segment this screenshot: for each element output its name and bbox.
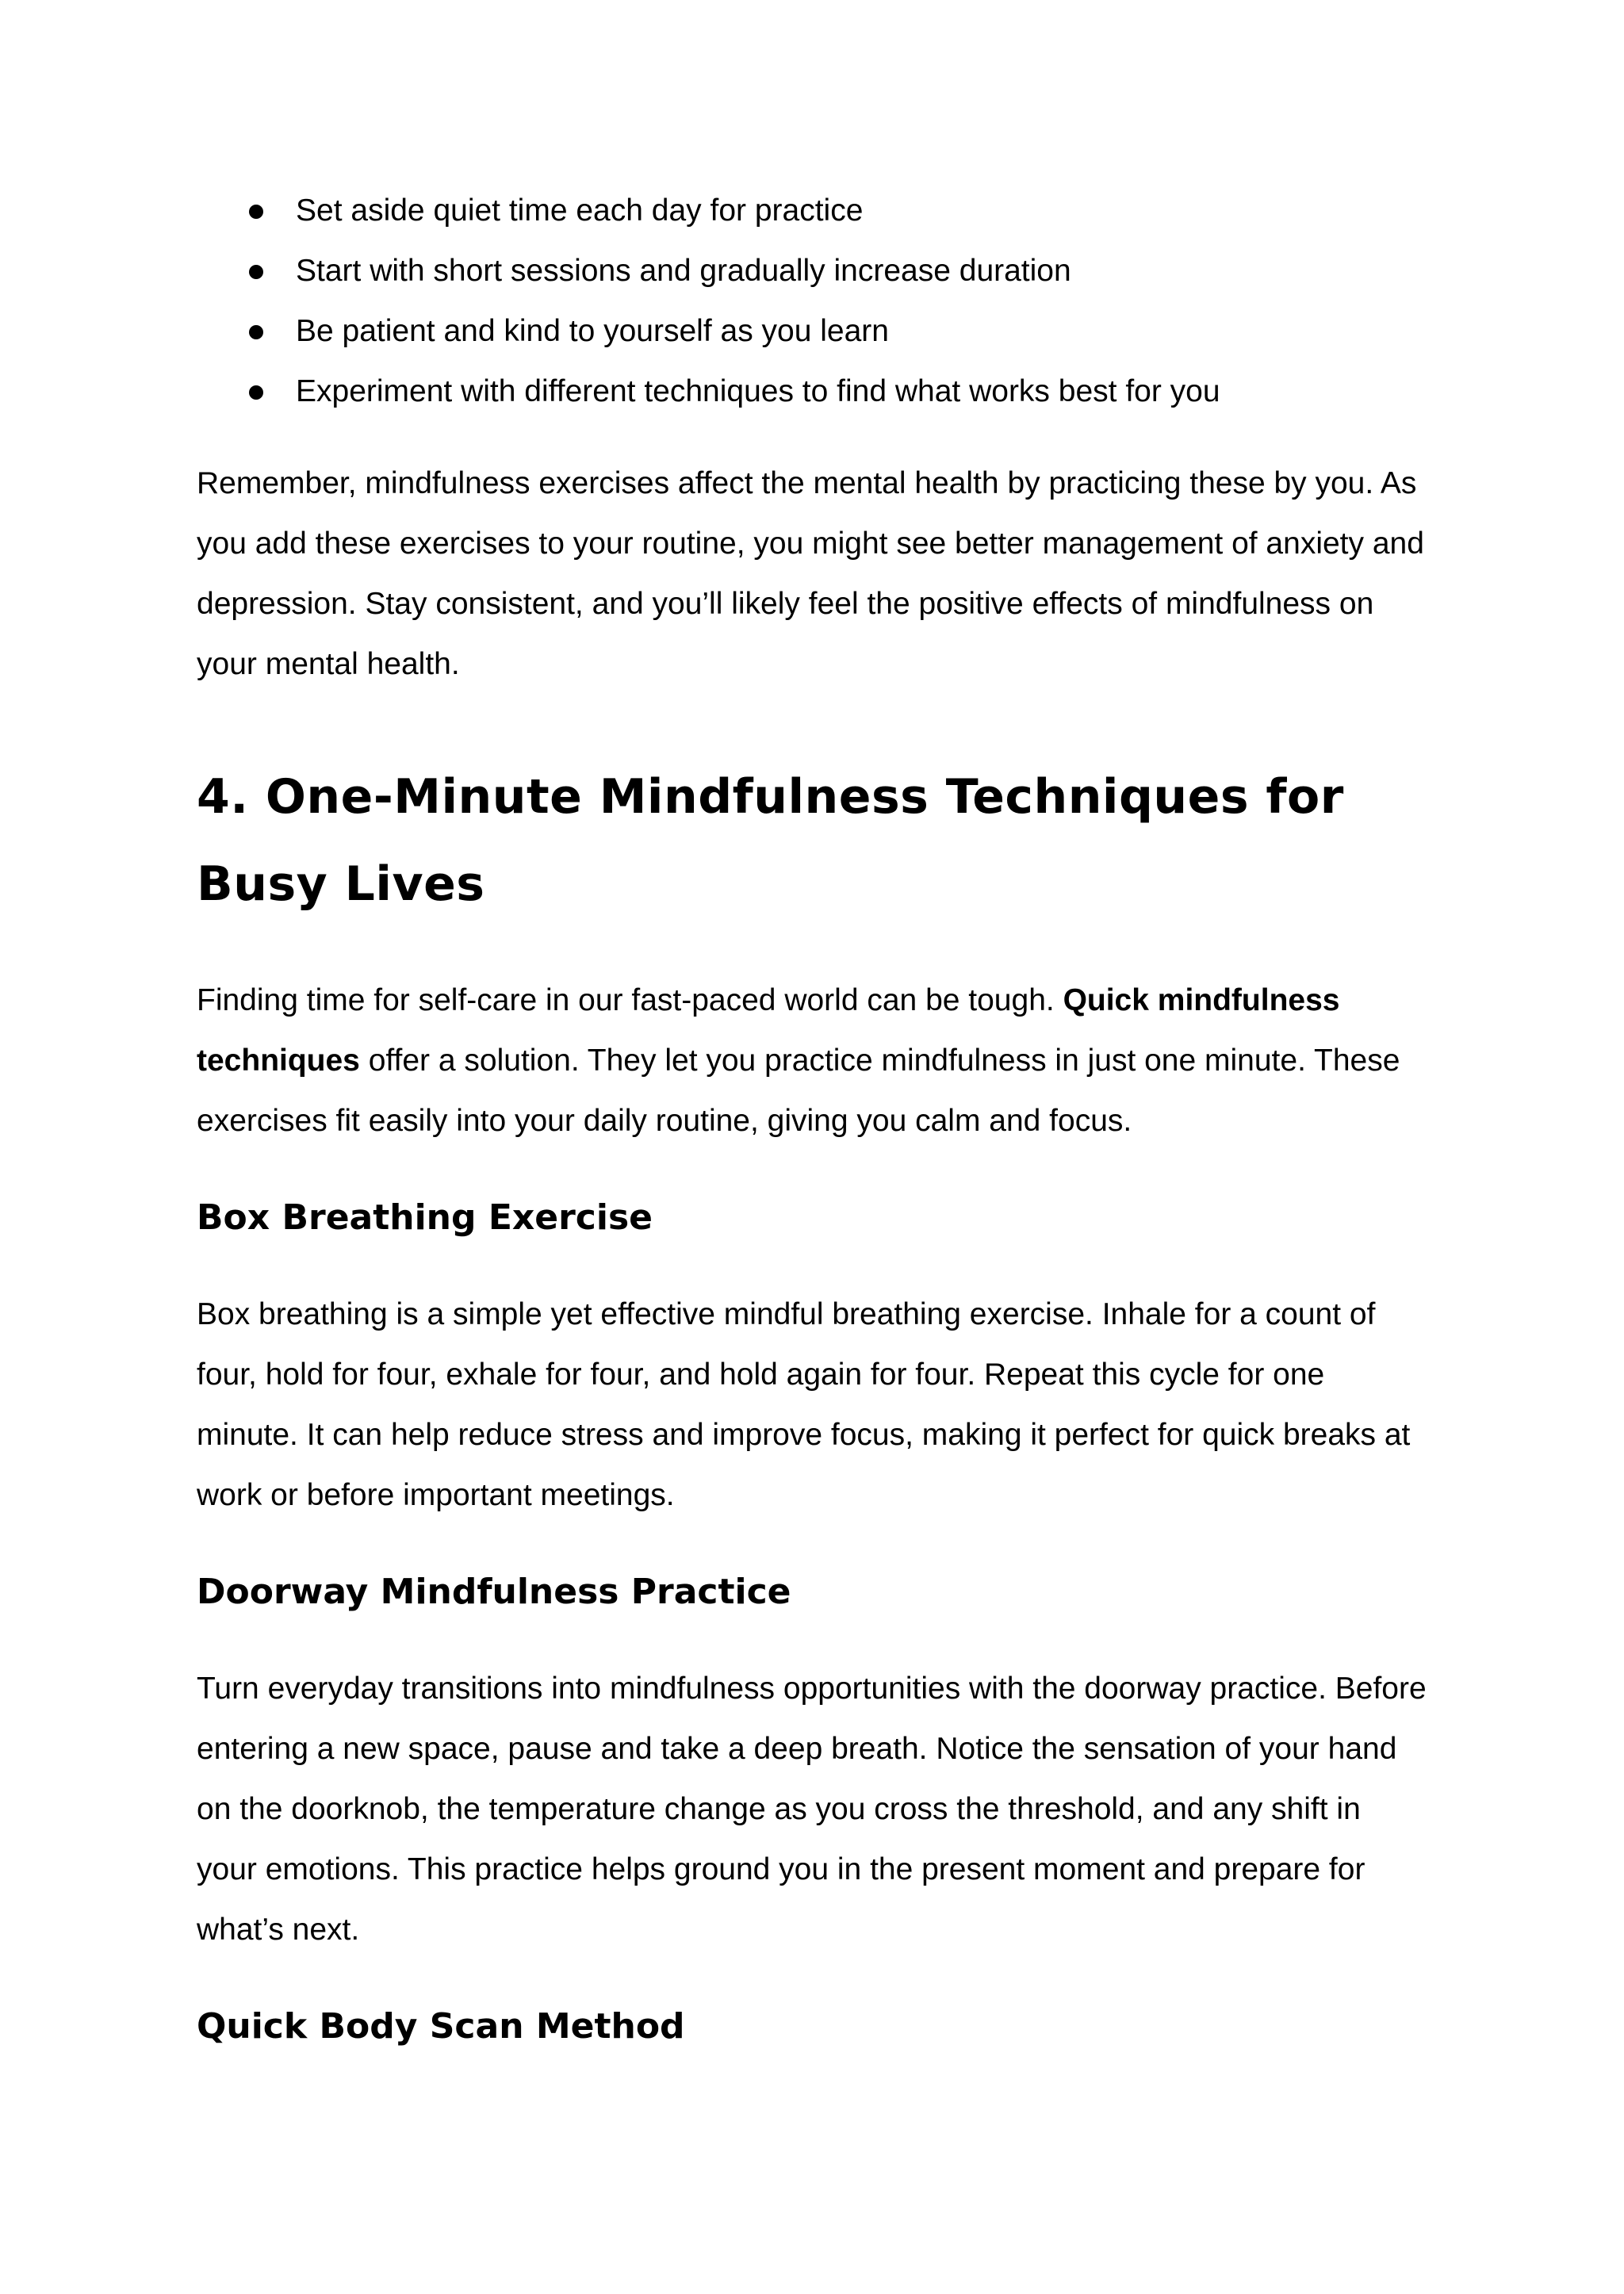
list-item — [197, 181, 1427, 241]
list-item — [197, 362, 1427, 422]
bullet-dot-icon — [249, 265, 263, 279]
body-scan-heading: Quick Body Scan Method — [197, 2006, 685, 2047]
bullet-dot-icon — [249, 385, 263, 400]
list-item — [197, 301, 1427, 362]
section-heading: 4. One-Minute Mindfulness Techniques for Busy Lives — [197, 769, 1344, 912]
bullet-dot-icon — [249, 205, 263, 219]
bullet-dot-icon — [249, 325, 263, 339]
intro-text-bold: Quick mindfulness techniques — [197, 983, 1340, 1078]
doorway-paragraph: Turn everyday transitions into mindfulness opportunities with the doorway practice. Before entering a new space, pause and take a deep breath. Notice the sensation of your hand on the doorknob, the temperature change as you cross the threshold, and any shift in your emotions. This practice helps ground you in the present moment and prepare for what’s next. — [197, 1672, 1427, 1947]
list-item-text: Set aside quiet time each day for practice — [296, 193, 864, 228]
remember-paragraph: Remember, mindfulness exercises affect the mental health by practicing these by you. As you add these exercises to your routine, you might see better management of anxiety and depression. Stay consistent, and you’ll likely feel the positive effects of mindfulness on your mental health. — [197, 466, 1424, 681]
box-breathing-paragraph: Box breathing is a simple yet effective mindful breathing exercise. Inhale for a count of four, hold for four, exhale for four, and hold again for four. Repeat this cycle for one minute. It can help reduce stress and improve focus, making it perfect for quick breaks at work or before important meetings. — [197, 1297, 1411, 1512]
intro-text-before: Finding time for self-care in our fast-paced world can be tough. — [197, 983, 1063, 1017]
doorway-heading: Doorway Mindfulness Practice — [197, 1572, 791, 1612]
intro-paragraph — [197, 971, 1427, 1151]
list-item-text: Experiment with different techniques to find what works best for you — [296, 374, 1220, 408]
list-item-text: Be patient and kind to yourself as you learn — [296, 314, 889, 348]
list-item-text: Start with short sessions and gradually increase duration — [296, 254, 1071, 288]
list-item — [197, 241, 1427, 301]
tips-bullet-list — [197, 181, 1427, 422]
intro-text-after: offer a solution. They let you practice mindfulness in just one minute. These exercises fit easily into your daily routine, giving you calm and focus. — [197, 1044, 1400, 1138]
box-breathing-heading: Box Breathing Exercise — [197, 1197, 653, 1238]
